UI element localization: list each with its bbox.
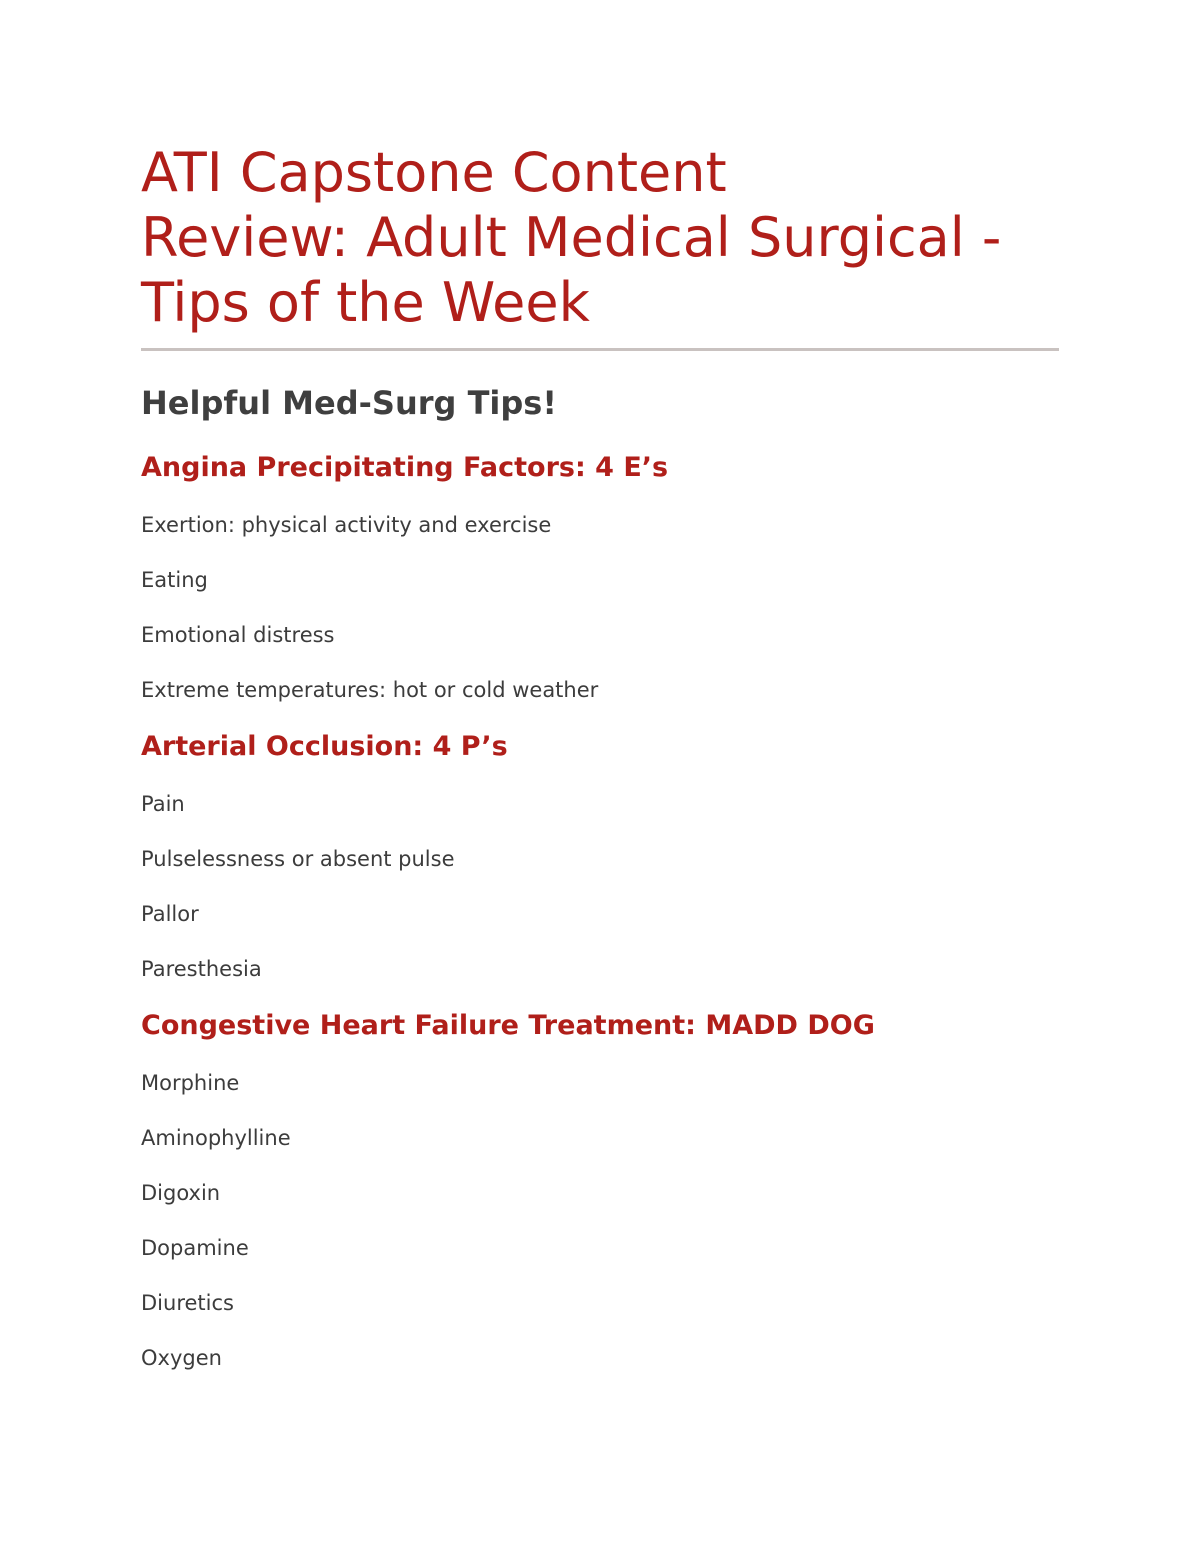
list-item: Exertion: physical activity and exercise <box>141 513 552 537</box>
list-item: Pulselessness or absent pulse <box>141 847 455 871</box>
section-heading: Angina Precipitating Factors: 4 E’s <box>141 452 669 483</box>
list-item: Emotional distress <box>141 623 335 647</box>
list-item: Dopamine <box>141 1236 249 1260</box>
list-item: Eating <box>141 568 208 592</box>
title-line: ATI Capstone Content <box>141 141 727 204</box>
item-list <box>141 512 1059 703</box>
section-angina <box>141 452 1059 703</box>
title-line: Review: Adult Medical Surgical - <box>141 206 1002 269</box>
list-item: Pallor <box>141 902 199 926</box>
list-item: Morphine <box>141 1071 240 1095</box>
list-item: Oxygen <box>141 1346 222 1370</box>
item-list <box>141 791 1059 982</box>
section-chf-treatment <box>141 1010 1059 1371</box>
section-heading: Arterial Occlusion: 4 P’s <box>141 731 508 762</box>
title-divider <box>141 348 1059 351</box>
list-item: Pain <box>141 792 185 816</box>
section-heading: Congestive Heart Failure Treatment: MADD DOG <box>141 1010 875 1041</box>
list-item: Digoxin <box>141 1181 221 1205</box>
document-title <box>141 140 1059 335</box>
document-subtitle: Helpful Med-Surg Tips! <box>141 384 557 422</box>
item-list <box>141 1070 1059 1371</box>
document-page <box>141 140 1059 1371</box>
list-item: Aminophylline <box>141 1126 291 1150</box>
list-item: Paresthesia <box>141 957 262 981</box>
section-arterial-occlusion <box>141 731 1059 982</box>
list-item: Diuretics <box>141 1291 234 1315</box>
title-line: Tips of the Week <box>141 271 590 334</box>
list-item: Extreme temperatures: hot or cold weather <box>141 678 599 702</box>
